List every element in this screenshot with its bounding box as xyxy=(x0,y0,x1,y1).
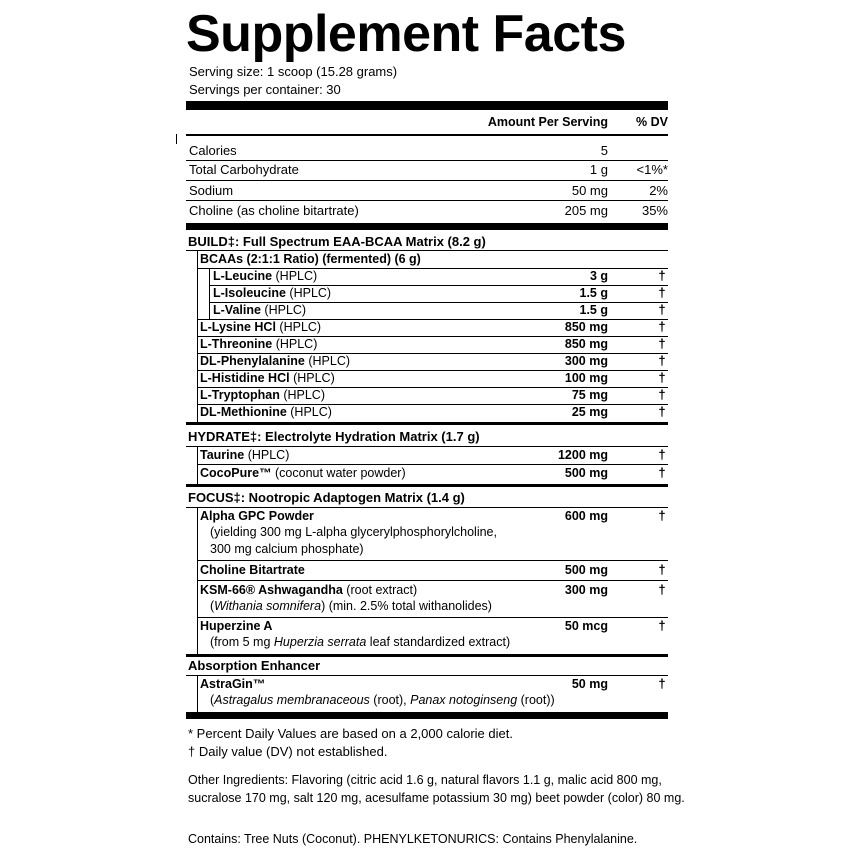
nutrient-dv: 2% xyxy=(649,183,668,198)
hydrate-item: Taurine (HPLC) xyxy=(200,448,290,462)
section-divider xyxy=(186,422,668,425)
huperzine-detail: (from 5 mg Huperzia serrata leaf standardized extract) xyxy=(210,635,511,649)
thick-divider xyxy=(186,223,668,230)
ksm66-amount: 300 mg xyxy=(564,583,608,597)
bcaa-item: L-Leucine (HPLC) xyxy=(213,269,318,283)
bcaa-title: BCAAs (2:1:1 Ratio) (fermented) (6 g) xyxy=(200,252,421,266)
alpha-gpc-detail: (yielding 300 mg L-alpha glycerylphosphorylcholine, xyxy=(210,525,497,539)
ksm66-name: KSM-66® Ashwagandha (root extract) xyxy=(200,583,418,597)
dagger-mark: † xyxy=(658,319,666,334)
hydrate-item: CocoPure™ (coconut water powder) xyxy=(200,466,406,480)
nutrient-amount: 5 xyxy=(600,143,608,158)
dagger-mark: † xyxy=(658,618,666,633)
build-item: DL-Phenylalanine (HPLC) xyxy=(200,354,351,368)
other-ingredients-line: sucralose 170 mg, salt 120 mg, acesulfame potassium 30 mg) beet powder (color) 80 mg. xyxy=(188,791,685,805)
dagger-mark: † xyxy=(658,582,666,597)
build-amount: 850 mg xyxy=(564,337,608,351)
hydrate-section-title: HYDRATE‡: Electrolyte Hydration Matrix (1.7 g) xyxy=(188,429,480,444)
nutrient-name: Sodium xyxy=(189,183,234,198)
nutrient-amount: 205 mg xyxy=(564,203,608,218)
nutrient-name: Total Carbohydrate xyxy=(189,162,299,177)
build-amount: 300 mg xyxy=(564,354,608,368)
allergen-statement: Contains: Tree Nuts (Coconut). PHENYLKETONURICS: Contains Phenylalanine. xyxy=(188,832,638,846)
percent-dv-footnote: * Percent Daily Values are based on a 2,000 calorie diet. xyxy=(188,726,513,741)
row-divider xyxy=(198,560,668,561)
bcaa-item: L-Isoleucine (HPLC) xyxy=(213,286,332,300)
dagger-mark: † xyxy=(658,336,666,351)
row-divider xyxy=(186,200,668,201)
focus-section-title: FOCUS‡: Nootropic Adaptogen Matrix (1.4 g) xyxy=(188,490,465,505)
section-divider xyxy=(186,484,668,487)
dagger-mark: † xyxy=(658,465,666,480)
nutrient-name: Calories xyxy=(189,143,237,158)
build-amount: 850 mg xyxy=(564,320,608,334)
row-divider xyxy=(186,180,668,181)
bcaa-amount: 3 g xyxy=(589,269,608,283)
dagger-mark: † xyxy=(658,676,666,691)
other-ingredients-line: Other Ingredients: Flavoring (citric acid 1.6 g, natural flavors 1.1 g, malic acid 800 mg, xyxy=(188,773,662,787)
huperzine-name: Huperzine A xyxy=(200,619,273,633)
dagger-mark: † xyxy=(658,302,666,317)
build-item: L-Histidine HCl (HPLC) xyxy=(200,371,335,385)
dagger-mark: † xyxy=(658,562,666,577)
dagger-mark: † xyxy=(658,353,666,368)
header-divider xyxy=(186,134,668,136)
amount-per-serving-header: Amount Per Serving xyxy=(487,115,608,129)
ksm66-detail: (Withania somnifera) (min. 2.5% total withanolides) xyxy=(210,599,492,613)
thick-divider xyxy=(186,712,668,719)
nutrient-amount: 1 g xyxy=(589,162,608,177)
panel-title: Supplement Facts xyxy=(186,5,626,63)
build-amount: 100 mg xyxy=(564,371,608,385)
dagger-mark: † xyxy=(658,285,666,300)
nutrient-dv: 35% xyxy=(641,203,668,218)
nutrient-amount: 50 mg xyxy=(571,183,608,198)
astragin-name: AstraGin™ xyxy=(200,677,266,691)
build-item: L-Tryptophan (HPLC) xyxy=(200,388,326,402)
nutrient-dv: <1%* xyxy=(636,162,668,177)
edge-mark xyxy=(176,134,177,144)
hydrate-amount: 500 mg xyxy=(564,466,608,480)
indent-line xyxy=(197,446,198,484)
dagger-mark: † xyxy=(658,370,666,385)
dagger-mark: † xyxy=(658,268,666,283)
huperzine-amount: 50 mcg xyxy=(564,619,608,633)
bcaa-amount: 1.5 g xyxy=(579,303,608,317)
choline-bitartrate-name: Choline Bitartrate xyxy=(200,563,305,577)
alpha-gpc-amount: 600 mg xyxy=(564,509,608,523)
thick-divider xyxy=(186,101,668,110)
dagger-footnote: † Daily value (DV) not established. xyxy=(188,744,388,759)
dv-header: % DV xyxy=(636,115,668,129)
build-item: DL-Methionine (HPLC) xyxy=(200,405,332,419)
alpha-gpc-name: Alpha GPC Powder xyxy=(200,509,314,523)
choline-bitartrate-amount: 500 mg xyxy=(564,563,608,577)
dagger-mark: † xyxy=(658,404,666,419)
bcaa-amount: 1.5 g xyxy=(579,286,608,300)
hydrate-amount: 1200 mg xyxy=(557,448,608,462)
absorption-section-title: Absorption Enhancer xyxy=(188,658,321,673)
indent-line xyxy=(197,675,198,712)
row-divider xyxy=(198,580,668,581)
serving-size: Serving size: 1 scoop (15.28 grams) xyxy=(189,64,398,79)
dagger-mark: † xyxy=(658,447,666,462)
alpha-gpc-detail: 300 mg calcium phosphate) xyxy=(210,542,364,556)
build-amount: 75 mg xyxy=(571,388,608,402)
indent-line xyxy=(209,268,210,319)
build-item: L-Lysine HCl (HPLC) xyxy=(200,320,322,334)
astragin-amount: 50 mg xyxy=(571,677,608,691)
nutrient-name: Choline (as choline bitartrate) xyxy=(189,203,359,218)
dagger-mark: † xyxy=(658,508,666,523)
build-section-title: BUILD‡: Full Spectrum EAA-BCAA Matrix (8.2 g) xyxy=(188,234,486,249)
build-amount: 25 mg xyxy=(571,405,608,419)
servings-per-container: Servings per container: 30 xyxy=(189,82,341,97)
bcaa-item: L-Valine (HPLC) xyxy=(213,303,307,317)
build-item: L-Threonine (HPLC) xyxy=(200,337,318,351)
astragin-detail: (Astragalus membranaceous (root), Panax notoginseng (root)) xyxy=(210,693,555,707)
dagger-mark: † xyxy=(658,387,666,402)
